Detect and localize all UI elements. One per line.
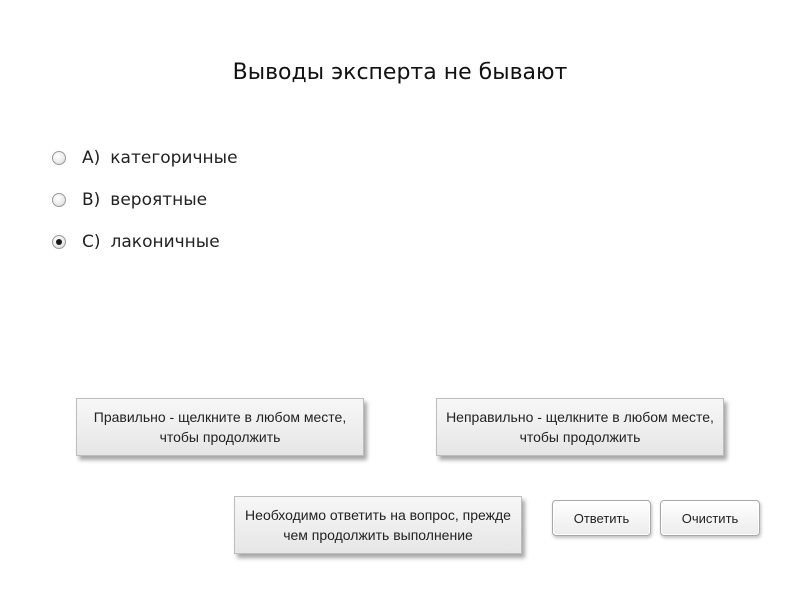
choice-b-letter: B) <box>82 190 101 210</box>
choice-a[interactable] <box>52 146 238 170</box>
incomplete-feedback-text: Необходимо ответить на вопрос, прежде чем продолжить выполнение <box>245 507 511 543</box>
correct-feedback-box[interactable] <box>76 398 364 456</box>
choice-a-text: категоричные <box>110 148 238 168</box>
incorrect-feedback-text: Неправильно - щелкните в любом месте, чтобы продолжить <box>446 409 714 445</box>
choice-c-text: лаконичные <box>110 232 220 252</box>
radio-button-c[interactable] <box>52 235 66 249</box>
radio-button-a[interactable] <box>52 151 66 165</box>
choice-c-letter: C) <box>82 232 101 252</box>
question-title: Выводы эксперта не бывают <box>232 60 568 85</box>
clear-button[interactable]: Очистить <box>660 500 760 536</box>
incomplete-feedback-box[interactable] <box>234 496 522 554</box>
choice-b[interactable] <box>52 188 238 212</box>
submit-button[interactable]: Ответить <box>552 500 651 536</box>
radio-button-b[interactable] <box>52 193 66 207</box>
answer-choices <box>52 146 238 272</box>
correct-feedback-text: Правильно - щелкните в любом месте, чтобы продолжить <box>93 409 347 445</box>
choice-a-letter: A) <box>82 148 101 168</box>
incorrect-feedback-box[interactable] <box>436 398 724 456</box>
choice-c[interactable] <box>52 230 238 254</box>
choice-b-text: вероятные <box>110 190 208 210</box>
